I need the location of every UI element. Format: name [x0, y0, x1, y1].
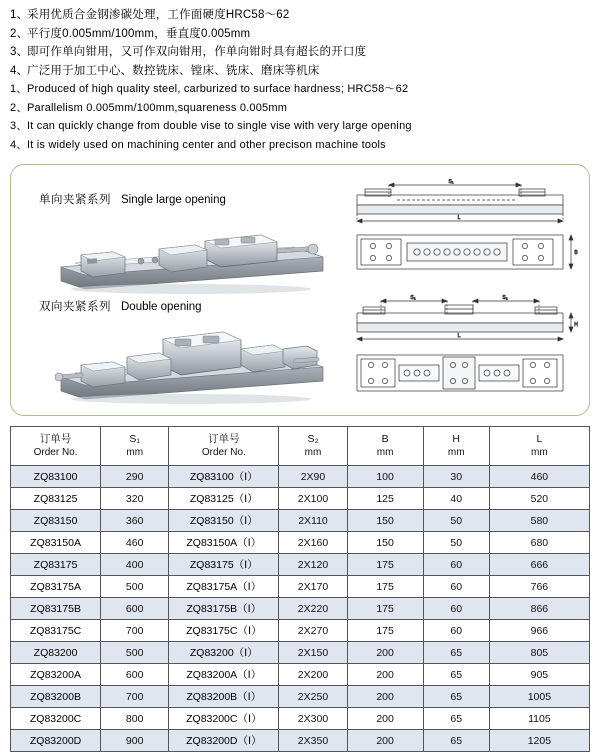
cell-order-no-1: ZQ83200D	[11, 730, 101, 752]
cell-h: 30	[423, 466, 489, 488]
cell-l: 1105	[489, 708, 589, 730]
spec-text: It can quickly change from double vise to single vise with very large opening	[27, 120, 412, 132]
spec-text: 平行度0.005mm/100mm，垂直度0.005mm	[27, 27, 251, 40]
cell-b: 200	[347, 708, 423, 730]
header-sub: mm	[376, 447, 394, 458]
specification-list	[0, 0, 600, 156]
cell-order-no-1: ZQ83100	[11, 466, 101, 488]
cell-order-no-2: ZQ83150A（Ⅰ）	[169, 532, 279, 554]
cell-b: 125	[347, 488, 423, 510]
cell-b: 200	[347, 686, 423, 708]
header-main: S₁	[129, 433, 140, 445]
cell-order-no-2: ZQ83100（Ⅰ）	[169, 466, 279, 488]
cell-b: 150	[347, 510, 423, 532]
spec-number: 2、	[10, 101, 28, 114]
spec-line	[10, 80, 590, 99]
table-row	[11, 532, 590, 554]
single-series-label-en: Single large opening	[121, 194, 226, 206]
spec-number: 1、	[10, 83, 28, 95]
cell-l: 666	[489, 554, 589, 576]
cell-s2: 2X160	[279, 532, 347, 554]
table-header-cell	[101, 427, 169, 466]
header-main: L	[536, 433, 543, 445]
spec-text: Produced of high quality steel, carburized to surface hardness; HRC58～62	[27, 83, 409, 95]
table-row	[11, 554, 590, 576]
drawing-double-front	[357, 295, 578, 341]
cell-b: 150	[347, 532, 423, 554]
table-row	[11, 466, 590, 488]
cell-order-no-2: ZQ83175（Ⅰ）	[169, 554, 279, 576]
spec-text: 采用优质合金钢渗碳处理，工作面硬度HRC58～62	[27, 9, 290, 21]
cell-order-no-1: ZQ83200B	[11, 686, 101, 708]
cell-s1: 320	[101, 488, 169, 510]
cell-l: 1005	[489, 686, 589, 708]
cell-h: 65	[423, 664, 489, 686]
cell-s2: 2X170	[279, 576, 347, 598]
cell-h: 65	[423, 708, 489, 730]
cell-order-no-1: ZQ83175C	[11, 620, 101, 642]
cell-s2: 2X300	[279, 708, 347, 730]
cell-s1: 290	[101, 466, 169, 488]
cell-s2: 2X110	[279, 510, 347, 532]
cell-order-no-2: ZQ83200（Ⅰ）	[169, 642, 279, 664]
spec-text: 即可作单向钳用，又可作双向钳用，作单向钳时具有超长的开口度	[27, 46, 367, 58]
table-header-cell	[279, 427, 347, 466]
cell-order-no-2: ZQ83200C（Ⅰ）	[169, 708, 279, 730]
cell-order-no-1: ZQ83200C	[11, 708, 101, 730]
table-row	[11, 598, 590, 620]
cell-b: 175	[347, 554, 423, 576]
cell-h: 65	[423, 686, 489, 708]
cell-s1: 360	[101, 510, 169, 532]
cell-h: 60	[423, 598, 489, 620]
spec-text: 广泛用于加工中心、数控铣床、镗床、铣床、磨床等机床	[27, 64, 320, 77]
spec-line	[10, 117, 590, 136]
cell-h: 65	[423, 730, 489, 752]
cell-s1: 500	[101, 576, 169, 598]
cell-b: 200	[347, 730, 423, 752]
cell-h: 50	[423, 532, 489, 554]
table-header-cell	[423, 427, 489, 466]
header-main: B	[381, 433, 389, 445]
table-row	[11, 576, 590, 598]
svg-text:S₁: S₁	[448, 179, 454, 185]
table-header-cell	[347, 427, 423, 466]
spec-number: 3、	[10, 120, 28, 132]
cell-order-no-2: ZQ83150（Ⅰ）	[169, 510, 279, 532]
spec-line	[10, 25, 590, 44]
cell-h: 60	[423, 620, 489, 642]
spec-line	[10, 62, 590, 81]
header-main: S₂	[307, 433, 319, 445]
table-header-cell	[169, 427, 279, 466]
cell-l: 766	[489, 576, 589, 598]
table-row	[11, 664, 590, 686]
cell-h: 60	[423, 576, 489, 598]
cell-h: 60	[423, 554, 489, 576]
cell-order-no-2: ZQ83200A（Ⅰ）	[169, 664, 279, 686]
header-sub: mm	[531, 447, 548, 458]
cell-s1: 400	[101, 554, 169, 576]
cell-order-no-1: ZQ83175B	[11, 598, 101, 620]
cell-b: 200	[347, 642, 423, 664]
technical-drawings	[351, 179, 581, 405]
cell-order-no-2: ZQ83175A（Ⅰ）	[169, 576, 279, 598]
svg-text:L: L	[457, 215, 461, 221]
header-main: 订单号	[208, 433, 240, 445]
table-row	[11, 488, 590, 510]
cell-l: 905	[489, 664, 589, 686]
spec-line	[10, 6, 590, 25]
cell-s2: 2X270	[279, 620, 347, 642]
cell-s1: 800	[101, 708, 169, 730]
table-header-row	[11, 427, 590, 466]
cell-order-no-1: ZQ83200	[11, 642, 101, 664]
single-series-label-cn: 单向夹紧系列	[39, 194, 111, 206]
header-sub: mm	[447, 447, 465, 458]
cell-order-no-1: ZQ83175	[11, 554, 101, 576]
spec-line	[10, 136, 590, 155]
specification-table-wrapper	[10, 426, 590, 752]
double-series-label-cn: 双向夹紧系列	[39, 301, 111, 313]
cell-l: 1205	[489, 730, 589, 752]
cell-s1: 600	[101, 664, 169, 686]
cell-l: 520	[489, 488, 589, 510]
drawing-double-plan	[357, 355, 563, 391]
cell-l: 680	[489, 532, 589, 554]
svg-text:S₂: S₂	[410, 295, 416, 301]
cell-order-no-2: ZQ83175B（Ⅰ）	[169, 598, 279, 620]
cell-order-no-1: ZQ83150	[11, 510, 101, 532]
table-row	[11, 730, 590, 752]
cell-l: 966	[489, 620, 589, 642]
cell-l: 460	[489, 466, 589, 488]
cell-order-no-2: ZQ83200B（Ⅰ）	[169, 686, 279, 708]
cell-s1: 600	[101, 598, 169, 620]
cell-s2: 2X200	[279, 664, 347, 686]
cell-order-no-1: ZQ83150A	[11, 532, 101, 554]
header-main: H	[452, 433, 461, 445]
table-header-cell	[489, 427, 589, 466]
single-series-label	[39, 191, 226, 207]
header-sub: Order No.	[33, 447, 78, 458]
cell-s1: 900	[101, 730, 169, 752]
spec-text: Parallelism 0.005mm/100mm,squareness 0.005mm	[27, 101, 288, 114]
table-row	[11, 510, 590, 532]
spec-number: 4、	[10, 64, 29, 77]
table-row	[11, 686, 590, 708]
svg-text:H: H	[574, 322, 578, 328]
drawing-single-front	[357, 179, 563, 223]
product-illustration-panel	[10, 164, 590, 416]
cell-b: 200	[347, 664, 423, 686]
spec-number: 1、	[10, 9, 29, 21]
cell-s2: 2X220	[279, 598, 347, 620]
cell-h: 40	[423, 488, 489, 510]
svg-text:S₂: S₂	[502, 295, 508, 301]
header-sub: mm	[126, 447, 144, 458]
cell-s2: 2X350	[279, 730, 347, 752]
cell-b: 175	[347, 598, 423, 620]
spec-number: 2、	[10, 27, 29, 40]
svg-text:L: L	[457, 333, 461, 339]
table-row	[11, 620, 590, 642]
svg-text:B: B	[574, 250, 578, 256]
cell-l: 580	[489, 510, 589, 532]
cell-s2: 2X120	[279, 554, 347, 576]
specification-table	[10, 426, 590, 752]
cell-l: 805	[489, 642, 589, 664]
table-row	[11, 642, 590, 664]
cell-b: 175	[347, 576, 423, 598]
cell-s1: 700	[101, 686, 169, 708]
cell-b: 100	[347, 466, 423, 488]
cell-s2: 2X100	[279, 488, 347, 510]
cell-h: 65	[423, 642, 489, 664]
spec-line	[10, 43, 590, 62]
cell-h: 50	[423, 510, 489, 532]
double-vise-photo	[55, 315, 325, 407]
cell-s1: 500	[101, 642, 169, 664]
cell-s1: 700	[101, 620, 169, 642]
cell-order-no-1: ZQ83125	[11, 488, 101, 510]
drawing-single-plan	[357, 235, 578, 269]
spec-number: 4、	[10, 138, 28, 151]
double-series-label-en: Double opening	[121, 301, 202, 313]
cell-order-no-2: ZQ83125（Ⅰ）	[169, 488, 279, 510]
header-main: 订单号	[39, 433, 72, 445]
spec-number: 3、	[10, 46, 29, 58]
cell-l: 866	[489, 598, 589, 620]
cell-order-no-2: ZQ83200D（Ⅰ）	[169, 730, 279, 752]
cell-order-no-2: ZQ83175C（Ⅰ）	[169, 620, 279, 642]
cell-s2: 2X150	[279, 642, 347, 664]
spec-text: It is widely used on machining center and other precison machine tools	[27, 138, 386, 151]
table-header-cell	[11, 427, 101, 466]
cell-s1: 460	[101, 532, 169, 554]
cell-order-no-1: ZQ83200A	[11, 664, 101, 686]
cell-s2: 2X90	[279, 466, 347, 488]
cell-s2: 2X250	[279, 686, 347, 708]
single-vise-photo	[55, 209, 325, 295]
table-row	[11, 708, 590, 730]
cell-b: 175	[347, 620, 423, 642]
header-sub: mm	[304, 447, 322, 458]
header-sub: Order No.	[201, 447, 246, 458]
spec-line	[10, 99, 590, 118]
cell-order-no-1: ZQ83175A	[11, 576, 101, 598]
double-series-label	[39, 298, 202, 314]
